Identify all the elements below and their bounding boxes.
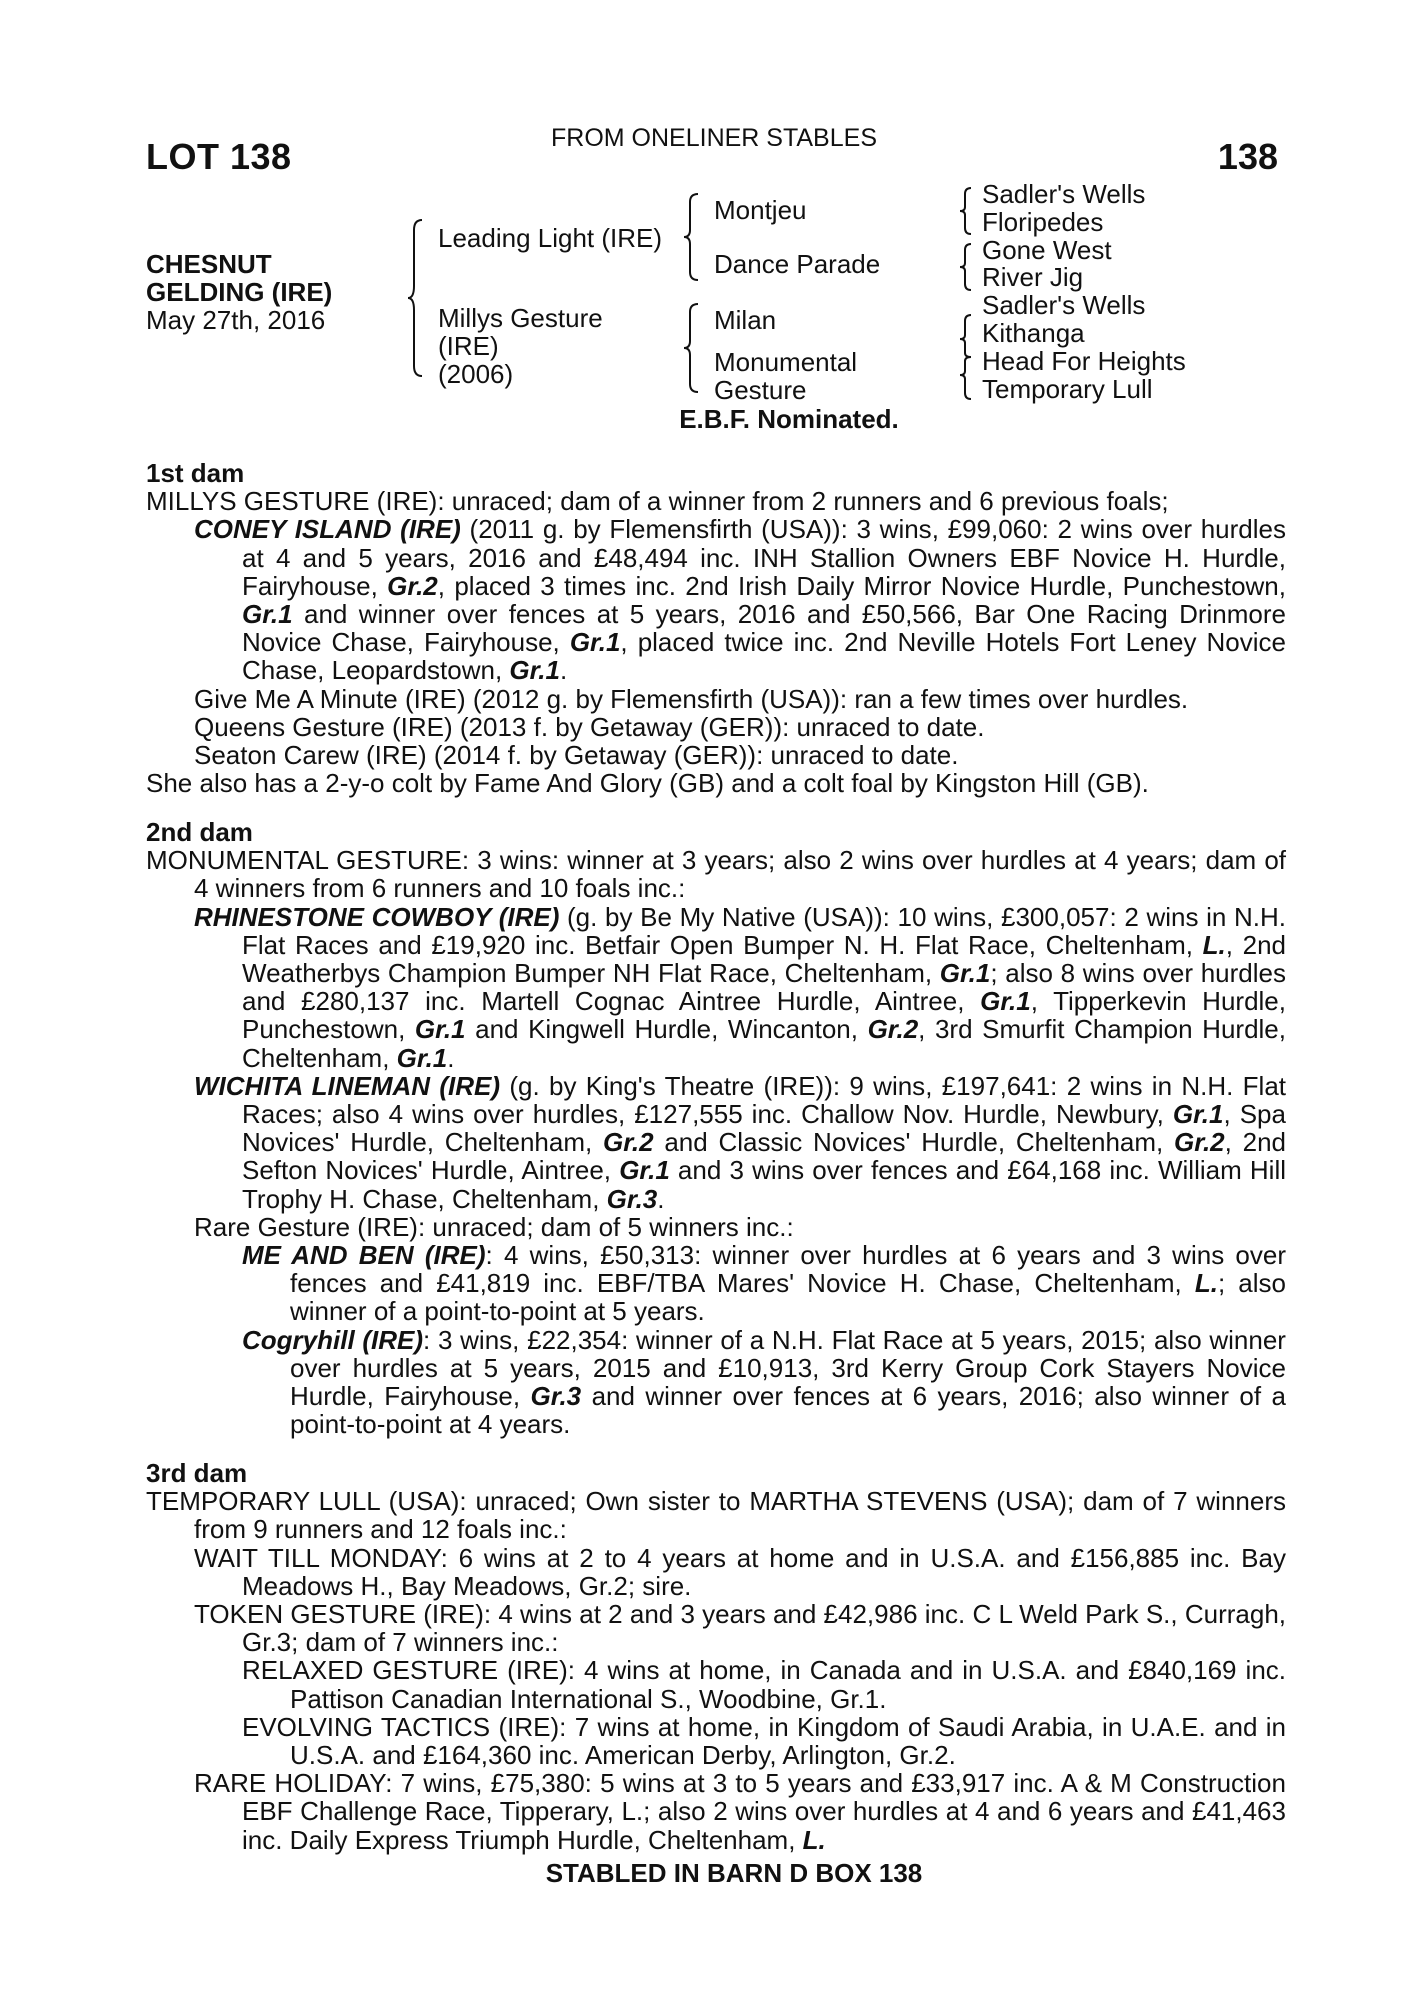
section-body: [146, 487, 1286, 797]
text-run: and Classic Novices' Hurdle, Cheltenham,: [653, 1127, 1175, 1158]
text-run: , £99,060:: [931, 514, 1058, 545]
highlight-text: Gr.1: [830, 1683, 880, 1714]
horse-sex-country: GELDING (IRE): [146, 277, 333, 307]
section-title: 2nd dam: [146, 817, 253, 847]
pedigree-dam-dam-line1: Monumental: [714, 347, 858, 377]
horse-name-or-grade: Gr.1: [980, 986, 1031, 1017]
text-run: ; sire.: [627, 1570, 692, 1601]
text-run: and Kingwell Hurdle, Wincanton,: [465, 1014, 868, 1045]
horse-name-or-grade: Gr.1: [396, 1042, 448, 1073]
text-run: over fences at 6 years, 2016; also winner of a point-to-point at 4 years.: [290, 1381, 1287, 1440]
pedigree-entry: [146, 769, 1286, 797]
g3-ancestor: Head For Heights: [982, 345, 1186, 376]
text-run: in N.H. Flat Races and £19,920 inc. Betfair Open Bumper N. H. Flat Race, Cheltenham,: [242, 901, 1287, 960]
pedigree-entry: [146, 741, 1286, 769]
highlight-text: 5 wins: [600, 1768, 675, 1799]
pedigree-brace-gen1: [406, 218, 426, 378]
highlight-text: 4 wins: [388, 1099, 465, 1130]
text-run: , 2nd Weatherbys Champion Bumper NH Flat Race, Cheltenham,: [242, 929, 1287, 989]
text-run: at 2 and 3 years and £42,986 inc. C L Weld Park S., Curragh,: [572, 1599, 1287, 1630]
lot-number: 138: [1217, 136, 1278, 177]
highlight-text: winner: [567, 845, 644, 876]
pedigree-sire: Leading Light (IRE): [438, 223, 663, 253]
section-body: [146, 846, 1286, 1438]
text-run: .: [559, 655, 568, 686]
text-run: ; also: [643, 1796, 714, 1827]
horse-name-or-grade: Gr.1: [414, 1014, 466, 1045]
g3-ancestor: Sadler's Wells: [982, 179, 1146, 209]
horse-name-or-grade: Gr.3: [530, 1381, 582, 1412]
foaling-date: May 27th, 2016: [146, 305, 326, 335]
text-run: , £22,354:: [512, 1324, 637, 1355]
text-run: ; also winner of a point-to-point at 5 years.: [290, 1268, 1286, 1327]
pedigree-dam-sire: Milan: [714, 305, 777, 335]
text-run: :: [485, 1240, 504, 1271]
text-run: , Spa Novices' Hurdle, Cheltenham,: [242, 1099, 1286, 1158]
pedigree-entry: [146, 1326, 1286, 1439]
highlight-text: 3 wins: [437, 1324, 513, 1355]
horse-description: [146, 250, 332, 334]
horse-name-or-grade: Gr.2: [602, 1127, 654, 1158]
text-run: over fences and £64,168 inc. William Hill Trophy H. Chase, Cheltenham,: [242, 1155, 1287, 1214]
pedigree-dam-name: Millys Gesture: [438, 303, 603, 333]
highlight-text: 3 wins: [856, 514, 932, 545]
text-run: inc.:: [503, 1627, 559, 1658]
horse-name-or-grade: Gr.2: [387, 570, 438, 601]
horse-name-or-grade: RHINESTONE COWBOY (IRE): [194, 901, 560, 932]
text-run: ; dam of: [291, 1627, 393, 1658]
horse-name-or-grade: Cogryhill (IRE): [242, 1324, 424, 1355]
pedigree-dam-dam: [714, 348, 857, 404]
text-run: at 3 to 5 years and £33,917 inc. A & M Construction EBF Challenge Race, Tipperary,: [242, 1768, 1286, 1827]
g3-ancestor: Temporary Lull: [982, 373, 1153, 404]
g3-ancestor: Gone West: [982, 234, 1112, 265]
pedigree-entry: [146, 685, 1286, 713]
highlight-text: MARTHA STEVENS (USA): [749, 1486, 1068, 1517]
highlight-text: TOKEN GESTURE (IRE): [194, 1599, 484, 1630]
text-run: TEMPORARY LULL (USA): unraced; Own sister to: [146, 1486, 750, 1517]
text-run: Give Me A Minute (IRE) (2012 g. by Flemensfirth (USA)): ran a few times over hurdles.: [194, 683, 1189, 714]
text-run: at 3 years; also: [643, 845, 840, 876]
text-run: and: [669, 1155, 730, 1186]
text-run: , placed twice inc. 2nd Neville Hotels Fort Leney Novice Chase, Leopardstown,: [242, 627, 1286, 686]
text-run: Seaton Carew (IRE) (2014 f. by Getaway (GER)): unraced to date.: [194, 740, 959, 771]
horse-name-or-grade: WICHITA LINEMAN (IRE): [194, 1070, 501, 1101]
highlight-text: 5 winners: [627, 1211, 739, 1242]
text-run: MILLYS GESTURE (IRE): unraced; dam of: [146, 486, 647, 517]
text-run: over hurdles, £127,555 inc. Challow Nov. Hurdle, Newbury,: [464, 1099, 1173, 1130]
horse-name-or-grade: Gr.1: [939, 958, 991, 989]
text-run: from 6 runners and 10 foals inc.:: [305, 873, 686, 904]
stabling-location: STABLED IN BARN D BOX 138: [545, 1858, 923, 1888]
text-run: :: [385, 1768, 401, 1799]
pedigree-brace-g3-3: [958, 313, 974, 401]
text-run: Queens Gesture (IRE) (2013 f. by Getaway (GER)): unraced to date.: [194, 711, 985, 742]
horse-name-or-grade: Gr.3: [606, 1183, 658, 1214]
highlight-text: 2 wins: [1124, 901, 1199, 932]
text-run: over fences and £41,819 inc. EBF/TBA Mares' Novice H. Chase, Cheltenham,: [290, 1240, 1286, 1299]
text-run: (g. by Be My Native (USA)):: [559, 901, 898, 932]
ebf-nominated: E.B.F. Nominated.: [679, 404, 899, 434]
horse-name-or-grade: L.: [802, 1824, 826, 1855]
text-run: :: [567, 1655, 585, 1686]
g3-ancestor: Sadler's Wells: [982, 290, 1146, 321]
section-title: 1st dam: [146, 458, 245, 488]
highlight-text: 2 wins: [1066, 1070, 1143, 1101]
text-run: over hurdles at 4 years; dam of: [913, 845, 1287, 876]
pedigree-sire-dam: Dance Parade: [714, 249, 881, 279]
pedigree-sire-sire: Montjeu: [714, 195, 807, 225]
highlight-text: 4 wins: [584, 1655, 660, 1686]
text-run: MONUMENTAL GESTURE:: [146, 845, 478, 876]
text-run: and: [581, 1381, 646, 1412]
highlight-text: winner: [358, 599, 436, 630]
highlight-text: Gr.2: [899, 1740, 949, 1771]
highlight-text: 2 wins: [839, 845, 914, 876]
highlight-text: Gr.3: [242, 1627, 292, 1658]
text-run: over hurdles and £280,137 inc. Martell Cognac Aintree Hurdle, Aintree,: [242, 958, 1286, 1017]
pedigree-entry: [146, 1656, 1286, 1712]
horse-name-or-grade: L.: [1202, 929, 1226, 960]
pedigree-entry: [146, 1544, 1286, 1600]
text-run: over fences at 5 years, 2016 and £50,566, Bar One Racing Drinmore Novice Chase, Fairyhouse,: [242, 599, 1286, 658]
highlight-text: winner: [1209, 1324, 1286, 1355]
highlight-text: 9 wins: [849, 1070, 926, 1101]
horse-name-or-grade: Gr.1: [619, 1155, 670, 1186]
pedigree-entry: [146, 1241, 1286, 1326]
pedigree-entry: [146, 515, 1286, 684]
pedigree-brace-sire: [682, 192, 702, 282]
highlight-text: 2 wins: [1057, 514, 1133, 545]
g3-ancestor: Floripedes: [982, 206, 1104, 237]
highlight-text: 4 wins: [498, 1599, 573, 1630]
pedigree-entry: [146, 713, 1286, 741]
text-run: She also has a 2-y-o colt by Fame And Glory (GB) and a colt foal by Kingston Hill (GB).: [146, 768, 1149, 799]
highlight-text: RARE HOLIDAY: [194, 1768, 386, 1799]
text-run: , £50,313:: [581, 1240, 713, 1271]
highlight-text: 6 wins: [458, 1542, 536, 1573]
highlight-text: 7 winners: [1173, 1486, 1286, 1517]
text-run: from 9 runners and 12 foals inc.:: [194, 1514, 567, 1545]
pedigree-entry: [146, 1713, 1286, 1769]
highlight-text: winner: [645, 1381, 722, 1412]
text-run: at 2 to 4 years at home and in U.S.A. and £156,885 inc. Bay Meadows H., Bay Meadows,: [242, 1542, 1286, 1601]
text-run: .: [657, 1183, 665, 1214]
pedigree-entry: [146, 487, 1286, 515]
text-run: from 2 runners and 6 previous foals;: [745, 486, 1169, 517]
text-run: :: [559, 1711, 575, 1742]
section-second-dam: [146, 818, 1286, 1438]
horse-name-or-grade: ME AND BEN (IRE): [242, 1240, 486, 1271]
highlight-text: 10 wins: [897, 901, 987, 932]
highlight-text: Gr.2: [578, 1570, 628, 1601]
pedigree-entry: [146, 1487, 1286, 1543]
highlight-text: L.: [621, 1796, 644, 1827]
horse-name-or-grade: Gr.1: [569, 627, 621, 658]
horse-name-or-grade: Gr.1: [509, 655, 560, 686]
horse-colour-sex: CHESNUT: [146, 249, 272, 279]
pedigree-brace-g3-2: [958, 242, 974, 292]
consignor: FROM ONELINER STABLES: [551, 124, 877, 152]
highlight-text: 3 wins: [477, 845, 552, 876]
highlight-text: 8 wins: [1060, 958, 1135, 989]
text-run: .: [447, 1042, 455, 1073]
section-body: [146, 1487, 1286, 1854]
highlight-text: RELAXED GESTURE (IRE): [242, 1655, 568, 1686]
text-run: , 3rd Smurfit Champion Hurdle, Cheltenham,: [242, 1014, 1286, 1073]
highlight-text: 4 wins: [503, 1240, 582, 1271]
horse-name-or-grade: Gr.1: [242, 599, 293, 630]
text-run: ; also: [990, 958, 1061, 989]
text-run: .: [879, 1683, 887, 1714]
highlight-text: 7 wins: [400, 1768, 476, 1799]
text-run: Rare Gesture (IRE): unraced; dam of: [194, 1211, 628, 1242]
highlight-text: 3 wins: [1146, 1240, 1225, 1271]
text-run: at home, in Canada and in U.S.A. and £840,169 inc. Pattison Canadian International S., Woodbine,: [290, 1655, 1286, 1714]
pedigree-entry: [146, 846, 1286, 902]
text-run: (g. by King's Theatre (IRE)):: [500, 1070, 850, 1101]
text-run: .: [948, 1740, 956, 1771]
pedigree-dam-country: (IRE): [438, 331, 499, 361]
pedigree-entry: [146, 1769, 1286, 1854]
text-run: , 2nd Sefton Novices' Hurdle, Aintree,: [242, 1127, 1286, 1186]
highlight-text: 7 wins: [574, 1711, 650, 1742]
section-third-dam: [146, 1459, 1286, 1854]
pedigree-entry: [146, 1600, 1286, 1656]
highlight-text: 7 winners: [392, 1627, 504, 1658]
highlight-text: 2 wins: [713, 1796, 788, 1827]
text-run: in N.H. Flat Races; also: [242, 1070, 1287, 1130]
text-run: over hurdles at 4 and 5 years, 2016 and £48,494 inc. INH Stallion Owners EBF Novice H. Hurdle, Fairyhouse,: [242, 514, 1287, 601]
text-run: over hurdles at 6 years and: [789, 1240, 1147, 1271]
text-run: , £197,641:: [925, 1070, 1067, 1101]
text-run: ; dam of: [1067, 1486, 1174, 1517]
pedigree-entry: [146, 1072, 1286, 1213]
highlight-text: winner: [636, 1324, 713, 1355]
pedigree-entry: [146, 1213, 1286, 1241]
text-run: , £300,057:: [986, 901, 1125, 932]
section-first-dam: [146, 459, 1286, 797]
highlight-text: winner: [712, 1240, 790, 1271]
highlight-text: WAIT TILL MONDAY: [194, 1542, 441, 1573]
text-run: inc.:: [738, 1211, 794, 1242]
text-run: over hurdles at 5 years, 2015 and £10,913, 3rd Kerry Group Cork Stayers Novice Hurdle, Fairyhouse,: [290, 1352, 1286, 1412]
text-run: (2011 g. by Flemensfirth (USA)):: [460, 514, 857, 545]
g3-ancestor: Kithanga: [982, 317, 1085, 348]
text-run: of a N.H. Flat Race at 5 years, 2015; also: [712, 1324, 1210, 1355]
text-run: :: [551, 845, 568, 876]
pedigree-entry: [146, 903, 1286, 1072]
pedigree-dam: [438, 304, 603, 388]
horse-name-or-grade: L.: [1194, 1268, 1218, 1299]
text-run: :: [423, 1324, 438, 1355]
pedigree-brace-g3-1: [958, 186, 974, 236]
highlight-text: 3 wins: [729, 1155, 805, 1186]
horse-name-or-grade: CONEY ISLAND (IRE): [194, 514, 461, 545]
horse-name-or-grade: Gr.2: [867, 1014, 919, 1045]
pedigree-dam-dam-line2: Gesture: [714, 375, 807, 405]
highlight-text: a winner: [646, 486, 746, 517]
text-run: over hurdles at 4 and 6 years and £41,463 inc. Daily Express Triumph Hurdle, Cheltenham,: [242, 1796, 1286, 1855]
section-title: 3rd dam: [146, 1458, 248, 1488]
pedigree-brace-dam: [682, 302, 702, 394]
text-run: :: [440, 1542, 459, 1573]
lot-label: LOT 138: [146, 136, 292, 177]
text-run: , Tipperkevin Hurdle, Punchestown,: [242, 986, 1286, 1045]
g3-ancestor: River Jig: [982, 262, 1084, 293]
horse-name-or-grade: Gr.2: [1174, 1127, 1225, 1158]
text-run: , placed 3 times inc. 2nd Irish Daily Mirror Novice Hurdle, Punchestown,: [437, 570, 1286, 601]
text-run: at home, in Kingdom of Saudi Arabia, in U.A.E. and in U.S.A. and £164,360 inc. American Derby, Arlington,: [290, 1711, 1287, 1771]
text-run: and: [292, 599, 359, 630]
horse-name-or-grade: Gr.1: [1172, 1099, 1224, 1130]
pedigree-third-generation: [982, 181, 1186, 403]
highlight-text: EVOLVING TACTICS (IRE): [242, 1711, 560, 1742]
text-run: , £75,380:: [475, 1768, 601, 1799]
pedigree-dam-year: (2006): [438, 359, 514, 389]
highlight-text: 4 winners: [194, 873, 306, 904]
text-run: :: [483, 1599, 499, 1630]
